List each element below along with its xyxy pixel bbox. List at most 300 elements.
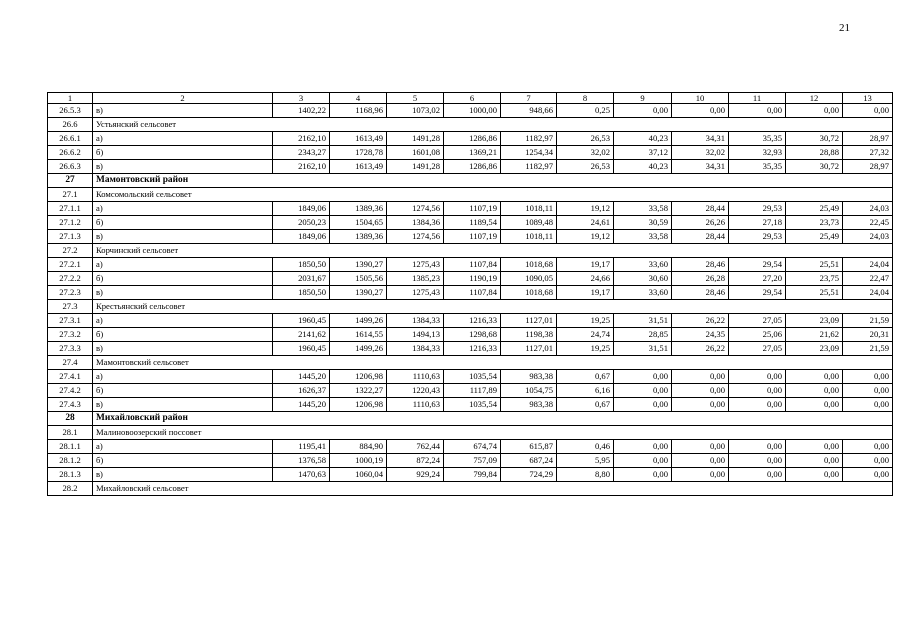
district-heading-row [48,412,893,426]
row-variant-label: в) [93,398,273,412]
table-cell: 24,03 [843,230,893,244]
column-number: 1 [48,93,93,104]
table-cell: 1182,97 [501,160,557,174]
table-cell: 28,46 [672,286,729,300]
table-cell: 23,09 [786,342,843,356]
table-cell: 6,16 [557,384,614,398]
row-variant-label: а) [93,202,273,216]
row-variant-label: б) [93,454,273,468]
table-cell: 24,04 [843,258,893,272]
table-cell: 0,00 [786,398,843,412]
table-cell: 1090,05 [501,272,557,286]
council-title: Мамонтовский сельсовет [93,356,893,370]
table-cell: 1384,33 [387,314,444,328]
table-cell: 1286,86 [444,132,501,146]
table-cell: 24,35 [672,328,729,342]
table-cell: 1384,36 [387,216,444,230]
table-cell: 1000,00 [444,104,501,118]
table-cell: 1110,63 [387,370,444,384]
table-cell: 35,35 [729,132,786,146]
table-cell: 26,26 [672,216,729,230]
table-cell: 1491,28 [387,132,444,146]
table-cell: 1275,43 [387,258,444,272]
row-variant-label: а) [93,440,273,454]
table-cell: 21,62 [786,328,843,342]
table-cell: 615,87 [501,440,557,454]
table-cell: 1322,27 [330,384,387,398]
row-variant-label: б) [93,146,273,160]
table-cell: 22,45 [843,216,893,230]
column-number: 8 [557,93,614,104]
table-cell: 2050,23 [273,216,330,230]
council-title: Корчинский сельсовет [93,244,893,258]
table-cell: 0,00 [672,104,729,118]
table-cell: 1376,58 [273,454,330,468]
row-code: 26.6.3 [48,160,93,174]
table-cell: 1274,56 [387,202,444,216]
table-row [48,216,893,230]
table-cell: 1206,98 [330,370,387,384]
row-code: 27.3 [48,300,93,314]
table-cell: 1275,43 [387,286,444,300]
table-cell: 724,29 [501,468,557,482]
table-cell: 28,44 [672,202,729,216]
table-cell: 0,00 [729,104,786,118]
council-heading-row [48,244,893,258]
table-cell: 33,58 [614,230,672,244]
table-cell: 0,00 [786,384,843,398]
table-cell: 1073,02 [387,104,444,118]
table-cell: 28,46 [672,258,729,272]
table-cell: 1089,48 [501,216,557,230]
table-cell: 19,12 [557,230,614,244]
council-title: Михайловский сельсовет [93,482,893,496]
table-cell: 31,51 [614,314,672,328]
table-row [48,314,893,328]
row-code: 27.2 [48,244,93,258]
row-code: 27.1.3 [48,230,93,244]
row-code: 27.4 [48,356,93,370]
table-cell: 0,00 [672,468,729,482]
table-cell: 687,24 [501,454,557,468]
row-code: 27.2.2 [48,272,93,286]
council-title: Устьянский сельсовет [93,118,893,132]
table-cell: 0,00 [672,454,729,468]
table-cell: 1613,49 [330,160,387,174]
table-cell: 21,59 [843,342,893,356]
table-cell: 19,17 [557,286,614,300]
table-cell: 1206,98 [330,398,387,412]
table-cell: 983,38 [501,398,557,412]
table-cell: 29,53 [729,230,786,244]
table-cell: 1494,13 [387,328,444,342]
table-cell: 26,53 [557,160,614,174]
table-cell: 1298,68 [444,328,501,342]
table-cell: 24,61 [557,216,614,230]
table-cell: 948,66 [501,104,557,118]
row-code: 28.1 [48,426,93,440]
table-cell: 762,44 [387,440,444,454]
table-cell: 1384,33 [387,342,444,356]
table-row [48,328,893,342]
table-cell: 2162,10 [273,132,330,146]
table-cell: 1385,23 [387,272,444,286]
table-row [48,202,893,216]
council-heading-row [48,482,893,496]
table-cell: 24,03 [843,202,893,216]
row-variant-label: а) [93,314,273,328]
table-cell: 25,51 [786,286,843,300]
table-cell: 1850,50 [273,258,330,272]
row-code: 27.4.1 [48,370,93,384]
table-cell: 0,00 [729,468,786,482]
table-cell: 0,25 [557,104,614,118]
row-variant-label: в) [93,342,273,356]
row-variant-label: б) [93,328,273,342]
table-cell: 1613,49 [330,132,387,146]
table-cell: 1110,63 [387,398,444,412]
table-cell: 32,02 [557,146,614,160]
row-code: 26.6.2 [48,146,93,160]
table-cell: 1000,19 [330,454,387,468]
table-cell: 26,22 [672,314,729,328]
table-cell: 32,93 [729,146,786,160]
table-cell: 1127,01 [501,342,557,356]
row-code: 27.4.3 [48,398,93,412]
table-cell: 0,00 [614,454,672,468]
table-cell: 24,04 [843,286,893,300]
column-number-row [48,93,893,104]
table-cell: 983,38 [501,370,557,384]
row-code: 27 [48,174,93,188]
row-code: 27.1.1 [48,202,93,216]
table-row [48,440,893,454]
row-variant-label: а) [93,132,273,146]
table-cell: 1107,84 [444,286,501,300]
table-row [48,272,893,286]
council-title: Малиновоозерский поссовет [93,426,893,440]
table-cell: 1849,06 [273,202,330,216]
table-cell: 33,60 [614,258,672,272]
table-cell: 0,67 [557,398,614,412]
table-cell: 0,00 [672,370,729,384]
column-number: 2 [93,93,273,104]
table-cell: 2343,27 [273,146,330,160]
table-cell: 0,67 [557,370,614,384]
table-cell: 1035,54 [444,398,501,412]
table-cell: 799,84 [444,468,501,482]
table-cell: 1168,96 [330,104,387,118]
table-cell: 0,00 [729,398,786,412]
table-cell: 0,00 [729,454,786,468]
row-code: 27.3.3 [48,342,93,356]
table-cell: 1220,43 [387,384,444,398]
column-number: 12 [786,93,843,104]
table-cell: 0,00 [843,454,893,468]
table-cell: 0,00 [786,440,843,454]
table-cell: 0,00 [614,384,672,398]
table-cell: 1499,26 [330,314,387,328]
table-cell: 24,66 [557,272,614,286]
district-title: Михайловский район [93,412,893,426]
table-cell: 1254,34 [501,146,557,160]
table-cell: 27,20 [729,272,786,286]
column-number: 11 [729,93,786,104]
table-cell: 1960,45 [273,342,330,356]
table-cell: 8,80 [557,468,614,482]
district-heading-row [48,174,893,188]
table-cell: 1369,21 [444,146,501,160]
table-cell: 1182,97 [501,132,557,146]
table-cell: 34,31 [672,160,729,174]
table-cell: 1117,89 [444,384,501,398]
table-cell: 25,49 [786,230,843,244]
row-code: 26.5.3 [48,104,93,118]
row-variant-label: в) [93,160,273,174]
row-code: 27.4.2 [48,384,93,398]
table-cell: 29,54 [729,286,786,300]
table-cell: 30,60 [614,272,672,286]
table-cell: 25,49 [786,202,843,216]
table-cell: 0,00 [672,440,729,454]
row-code: 26.6.1 [48,132,93,146]
table-cell: 33,58 [614,202,672,216]
table-cell: 23,73 [786,216,843,230]
table-cell: 29,54 [729,258,786,272]
table-cell: 1195,41 [273,440,330,454]
table-cell: 2141,62 [273,328,330,342]
table-row [48,230,893,244]
council-title: Крестьянский сельсовет [93,300,893,314]
table-cell: 22,47 [843,272,893,286]
table-cell: 32,02 [672,146,729,160]
table-cell: 1274,56 [387,230,444,244]
data-table [47,92,893,496]
table-cell: 1189,54 [444,216,501,230]
table-cell: 1389,36 [330,230,387,244]
table-cell: 0,00 [672,398,729,412]
table-cell: 23,75 [786,272,843,286]
row-variant-label: б) [93,272,273,286]
table-cell: 28,97 [843,132,893,146]
table-cell: 1216,33 [444,314,501,328]
table-cell: 0,00 [786,454,843,468]
table-cell: 0,00 [614,468,672,482]
table-cell: 21,59 [843,314,893,328]
row-variant-label: в) [93,230,273,244]
table-cell: 884,90 [330,440,387,454]
table-cell: 1849,06 [273,230,330,244]
table-row [48,398,893,412]
table-cell: 1504,65 [330,216,387,230]
table-cell: 0,00 [614,104,672,118]
table-cell: 30,59 [614,216,672,230]
table-cell: 0,00 [614,398,672,412]
table-cell: 0,00 [729,370,786,384]
table-cell: 2031,67 [273,272,330,286]
table-cell: 37,12 [614,146,672,160]
table-cell: 0,00 [843,384,893,398]
column-number: 9 [614,93,672,104]
table-cell: 19,25 [557,314,614,328]
council-heading-row [48,118,893,132]
table-cell: 1107,84 [444,258,501,272]
row-code: 26.6 [48,118,93,132]
table-cell: 0,46 [557,440,614,454]
table-cell: 1035,54 [444,370,501,384]
table-cell: 0,00 [843,440,893,454]
table-cell: 1601,08 [387,146,444,160]
column-number: 3 [273,93,330,104]
column-number: 13 [843,93,893,104]
row-variant-label: а) [93,370,273,384]
table-cell: 1107,19 [444,230,501,244]
table-cell: 40,23 [614,160,672,174]
column-number: 7 [501,93,557,104]
district-title: Мамонтовский район [93,174,893,188]
table-row [48,342,893,356]
council-heading-row [48,188,893,202]
table-cell: 0,00 [786,104,843,118]
table-row [48,132,893,146]
row-code: 27.1 [48,188,93,202]
council-title: Комсомольский сельсовет [93,188,893,202]
table-cell: 1470,63 [273,468,330,482]
table-cell: 0,00 [843,370,893,384]
table-cell: 1960,45 [273,314,330,328]
table-cell: 1018,11 [501,230,557,244]
table-cell: 5,95 [557,454,614,468]
table-row [48,468,893,482]
table-cell: 28,97 [843,160,893,174]
row-variant-label: б) [93,216,273,230]
row-code: 27.2.1 [48,258,93,272]
row-code: 28.1.2 [48,454,93,468]
row-variant-label: а) [93,258,273,272]
table-cell: 1614,55 [330,328,387,342]
table-cell: 0,00 [729,440,786,454]
table-cell: 35,35 [729,160,786,174]
table-cell: 28,44 [672,230,729,244]
table-cell: 0,00 [786,370,843,384]
table-cell: 24,74 [557,328,614,342]
table-cell: 1018,11 [501,202,557,216]
table-row [48,370,893,384]
table-row [48,104,893,118]
table-cell: 1445,20 [273,398,330,412]
table-cell: 1728,78 [330,146,387,160]
column-number: 4 [330,93,387,104]
table-cell: 872,24 [387,454,444,468]
table-cell: 26,22 [672,342,729,356]
page-number: 21 [839,22,850,34]
table-row [48,286,893,300]
row-variant-label: б) [93,384,273,398]
table-cell: 25,06 [729,328,786,342]
table-cell: 26,53 [557,132,614,146]
table-cell: 1127,01 [501,314,557,328]
table-row [48,454,893,468]
table-cell: 0,00 [843,104,893,118]
table-cell: 28,85 [614,328,672,342]
table-cell: 1850,50 [273,286,330,300]
table-cell: 1445,20 [273,370,330,384]
table-cell: 1390,27 [330,286,387,300]
table-cell: 27,32 [843,146,893,160]
table-cell: 0,00 [843,398,893,412]
table-cell: 0,00 [786,468,843,482]
row-code: 28.1.3 [48,468,93,482]
table-cell: 0,00 [672,384,729,398]
table-cell: 1390,27 [330,258,387,272]
row-code: 27.1.2 [48,216,93,230]
table-cell: 1389,36 [330,202,387,216]
table-row [48,160,893,174]
table-cell: 929,24 [387,468,444,482]
column-number: 6 [444,93,501,104]
table-cell: 0,00 [843,468,893,482]
column-number: 10 [672,93,729,104]
table-cell: 27,05 [729,342,786,356]
table-cell: 30,72 [786,132,843,146]
row-variant-label: в) [93,286,273,300]
table-cell: 1018,68 [501,286,557,300]
table-cell: 19,17 [557,258,614,272]
table-cell: 1018,68 [501,258,557,272]
table-cell: 0,00 [614,370,672,384]
table-cell: 30,72 [786,160,843,174]
table-cell: 1286,86 [444,160,501,174]
table-cell: 27,18 [729,216,786,230]
table-cell: 28,88 [786,146,843,160]
table-cell: 29,53 [729,202,786,216]
row-code: 27.3.2 [48,328,93,342]
table-cell: 1198,38 [501,328,557,342]
table-cell: 1402,22 [273,104,330,118]
table-cell: 1054,75 [501,384,557,398]
table-cell: 19,25 [557,342,614,356]
table-cell: 1505,56 [330,272,387,286]
table-cell: 26,28 [672,272,729,286]
table-cell: 20,31 [843,328,893,342]
row-code: 28.2 [48,482,93,496]
table-cell: 674,74 [444,440,501,454]
row-code: 27.3.1 [48,314,93,328]
table-cell: 2162,10 [273,160,330,174]
council-heading-row [48,426,893,440]
table-cell: 33,60 [614,286,672,300]
table-cell: 19,12 [557,202,614,216]
table-row [48,384,893,398]
table-cell: 1499,26 [330,342,387,356]
table-cell: 0,00 [729,384,786,398]
table-body [48,93,893,496]
table-cell: 23,09 [786,314,843,328]
table-row [48,258,893,272]
table-cell: 0,00 [614,440,672,454]
table-cell: 27,05 [729,314,786,328]
table-cell: 25,51 [786,258,843,272]
table-cell: 757,09 [444,454,501,468]
column-number: 5 [387,93,444,104]
council-heading-row [48,300,893,314]
table-cell: 1060,04 [330,468,387,482]
table-row [48,146,893,160]
table-cell: 40,23 [614,132,672,146]
table-cell: 1491,28 [387,160,444,174]
row-code: 27.2.3 [48,286,93,300]
council-heading-row [48,356,893,370]
